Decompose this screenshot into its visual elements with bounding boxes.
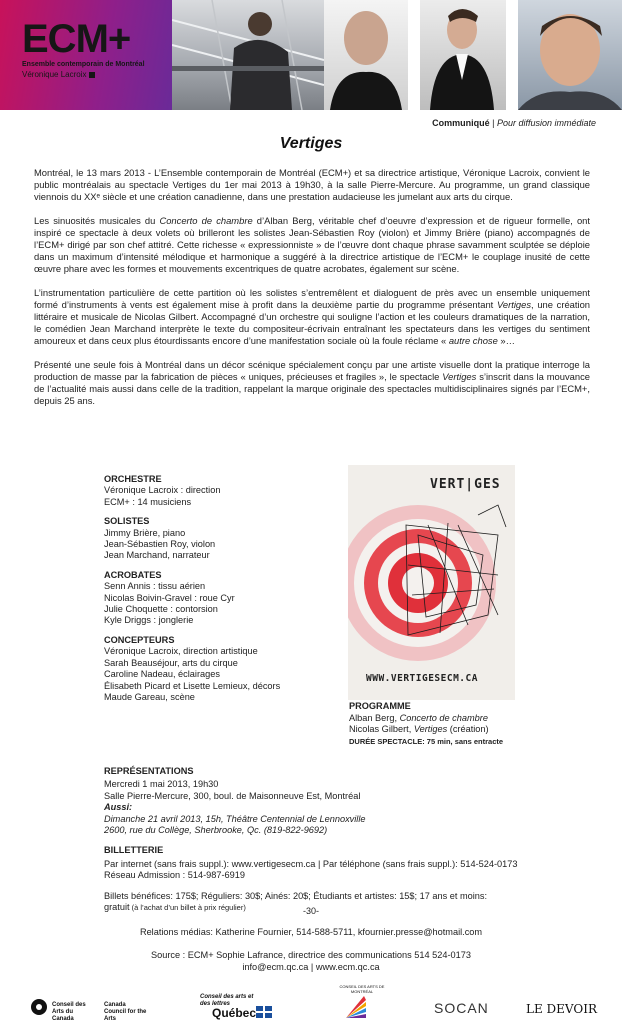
credit-line: Caroline Nadeau, éclairages [104, 669, 220, 680]
paragraph-4: Présenté une seule fois à Montréal dans un décor scénique spécialement conçu par une artiste visuelle dont la pratique interroge la production de masse par la fabrication de pièces « uniques, précieuses et fragiles », le spectacle Vertiges s’inscrit dans la mouvance de l’actualité mais aussi dans celle de la tradition, rappelant la marque originale des spectacles multidisciplinaires signés par l’ECM+, depuis 25 ans. [34, 359, 590, 406]
press-release-tag: Communiqué | Pour diffusion immédiate [432, 118, 596, 128]
portrait-2-icon [420, 0, 506, 110]
logo-subtitle: Ensemble contemporain de Montréal [22, 61, 145, 68]
source-line: Source : ECM+ Sophie Lafrance, directrice des communications 514 524-0173 [151, 950, 471, 960]
logo-le-devoir: LE DEVOIR [526, 1002, 597, 1016]
programme-block [349, 701, 503, 747]
vertiges-poster [348, 465, 515, 700]
portrait-1-icon [324, 0, 408, 110]
credit-line: Véronique Lacroix, direction artistique [104, 646, 258, 657]
programme-duration: DURÉE SPECTACLE: 75 min, sans entracte [349, 736, 504, 746]
credit-line: Jean Marchand, narrateur [104, 550, 210, 561]
logo-wordmark: ECM+ [22, 17, 131, 61]
credit-line: Jean-Sébastien Roy, violon [104, 539, 216, 550]
cam-rays-icon [344, 994, 368, 1020]
ticket-online: Par internet (sans frais suppl.): www.vertigesecm.ca | Par téléphone (sans frais suppl.): 514-524-0173 [104, 858, 518, 869]
credit-line: ECM+ : 14 musiciens [104, 496, 192, 507]
end-marker: -30- [302, 906, 319, 916]
credit-line: Véronique Lacroix : direction [104, 485, 221, 496]
also-label: Aussi: [104, 802, 133, 813]
photo-man-smiling [518, 0, 622, 110]
paragraph-3: L’instrumentation particulière de cette partition où les solistes s’entremêlent et dialoguent de près avec un ensemble uniquement formé d’instruments à vents est également mise à profit dans la deuxième partie du programme présentant Vertiges, une création littéraire et musicale de Nicolas Gilbert. Accompagné d’un orchestre qui souligne l’action et les couleurs dramatiques de la narration, le comédien Jean Marchand interprète le texte du compositeur-écrivain entraînant les spectateurs dans les vertiges du sentiment amoureux et dans ceux plus étourdissants encore d’une manifestation sociale où la foule réclame « autre chose »… [34, 287, 591, 346]
poster-title: VERT|GES [430, 477, 501, 492]
poster-url: WWW.VERTIGESECM.CA [366, 673, 478, 684]
credit-line: Jimmy Brière, piano [104, 527, 186, 538]
logo-calq: Conseil des arts et des lettres [200, 994, 254, 1007]
representations-heading: REPRÉSENTATIONS [104, 766, 194, 776]
fleur-de-lis-flag-icon [256, 1006, 272, 1018]
paragraph-1: Montréal, le 13 mars 2013 - L’Ensemble contemporain de Montréal (ECM+) et sa directrice artistique, Véronique Lacroix, convient le public montréalais au spectacle Vertiges du 1er mai 2013 à 19h30, à la salle Pierre-Mercure. Au programme, un grand classique viennois du XXᵉ siècle et une création canadienne, dans une prestation audacieuse les jumelant aux arts du cirque. [34, 167, 590, 202]
page-title: Vertiges [279, 135, 343, 152]
programme-item: Nicolas Gilbert, Vertiges (création) [349, 724, 489, 734]
credit-heading: CONCEPTEURS [104, 634, 175, 645]
logo-cac-fr: Conseil des Arts du Canada [52, 1002, 86, 1022]
contact-links[interactable]: info@ecm.qc.ca | www.ecm.qc.ca [242, 962, 380, 972]
credit-line: Élisabeth Picard et Lisette Lemieux, décors [104, 680, 281, 691]
photo-man-bald [324, 0, 408, 110]
show-date: Mercredi 1 mai 2013, 19h30 [104, 779, 219, 790]
credit-heading: ACROBATES [104, 569, 162, 580]
billetterie-heading: BILLETTERIE [104, 845, 164, 856]
credit-line: Maude Gareau, scène [104, 691, 195, 702]
credit-line: Julie Choquette : contorsion [104, 604, 218, 615]
credit-line: Nicolas Boivin-Gravel : roue Cyr [104, 592, 235, 603]
photo-woman-railing [172, 0, 324, 110]
logo-quebec: Québec [212, 1006, 257, 1020]
paragraph-2: Les sinuosités musicales du Concerto de chambre d’Alban Berg, véritable chef d’oeuvre d’expression et de rigueur formelle, ont inspiré ce spectacle à deux volets où brilleront les solistes Jean-Sébastien Roy (violon) et Jimmy Brière (piano) accompagnés de l’ECM+ dirigé par son chef attitré. Cette richesse « expressionniste » de l’œuvre dont chaque phrase savamment sculptée se déploie dans un maximum d’intensité mélodique et harmonique a suggéré à la directrice artistique de l’ECM+ le couplage inusité de cette œuvre phare avec les formes et mouvements excentriques de quatre acrobates, également sur scène. [34, 215, 590, 274]
logo-cam-label: CONSEIL DES ARTS DE MONTRÉAL [339, 984, 385, 994]
portrait-3-icon [518, 0, 622, 110]
poster-art-icon [348, 465, 515, 700]
programme-heading: PROGRAMME [349, 701, 411, 711]
photo-man-suit [420, 0, 506, 110]
show-venue: Salle Pierre-Mercure, 300, boul. de Maisonneuve Est, Montréal [104, 790, 361, 801]
logo-socan: SOCAN [434, 1000, 489, 1016]
programme-item: Alban Berg, Concerto de chambre [349, 712, 488, 723]
representations-block [104, 766, 594, 913]
article-body [34, 167, 590, 419]
logo-name: Véronique Lacroix [22, 69, 172, 80]
ticket-free: gratuit (à l’achat d’un billet à prix régulier) [104, 902, 246, 913]
cac-leaf-icon [30, 998, 48, 1016]
media-relations: Relations médias: Katherine Fournier, 514-588-5711, kfournier.presse@hotmail.com [139, 927, 483, 937]
alt-show-date: Dimanche 21 avril 2013, 15h, Théâtre Centennial de Lennoxville [104, 813, 366, 824]
logo-cac-en: Canada Council for the Arts [104, 1002, 147, 1022]
ticket-network: Réseau Admission : 514-987-6919 [104, 870, 245, 881]
credit-line: Kyle Driggs : jonglerie [104, 615, 194, 626]
railing-photo-icon [172, 0, 324, 110]
sponsor-logos [0, 984, 622, 1024]
logo-square-icon [89, 72, 95, 78]
ticket-prices: Billets bénéfices: 175$; Réguliers: 30$; Ainés: 20$; Étudiants et artistes: 15$; 17 ans et moins: [104, 890, 488, 901]
credit-line: Sarah Beauséjour, arts du cirque [104, 657, 238, 668]
credit-line: Senn Annis : tissu aérien [104, 581, 206, 592]
credit-heading: SOLISTES [104, 516, 150, 527]
ecm-logo [0, 0, 172, 110]
alt-show-venue: 2600, rue du Collège, Sherbrooke, Qc. (819-822-9692) [104, 825, 328, 836]
credits-list [104, 474, 344, 703]
header-banner [0, 0, 622, 110]
credit-heading: ORCHESTRE [104, 474, 162, 484]
